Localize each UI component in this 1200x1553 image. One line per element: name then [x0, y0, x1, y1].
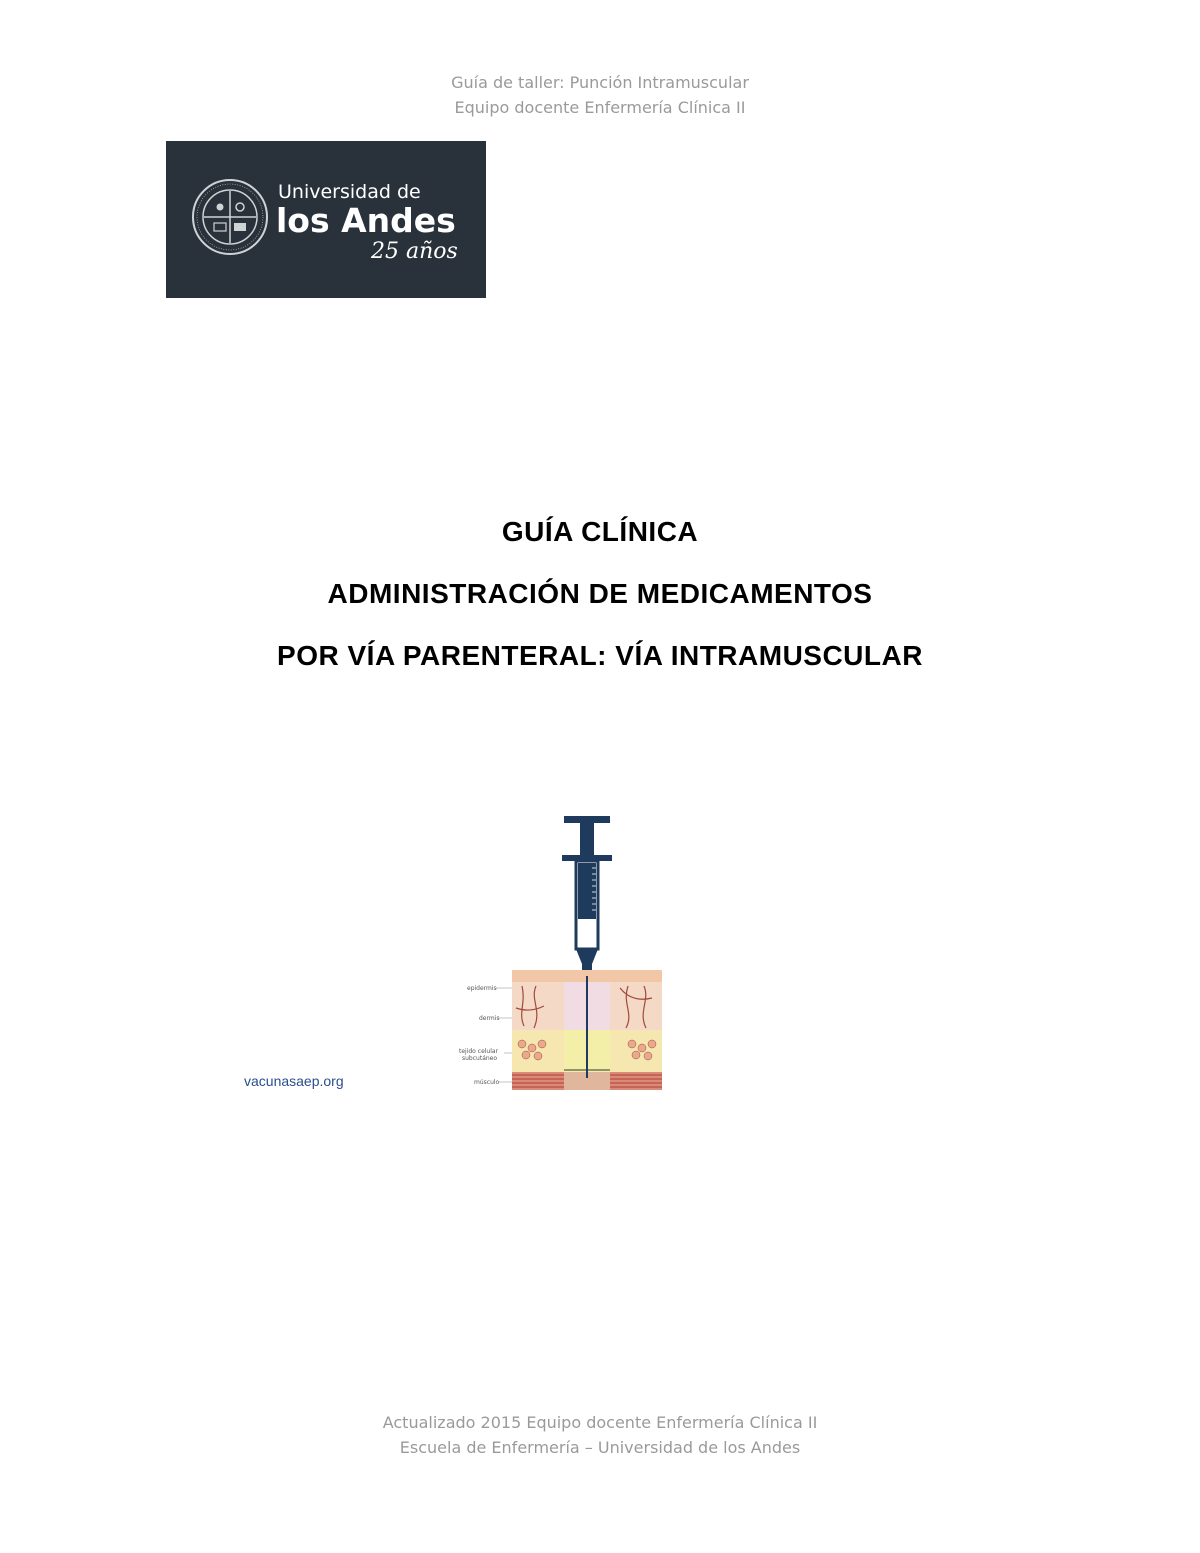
- label-tissue-line-2: subcutáneo: [462, 1055, 498, 1062]
- title-line-3: POR VÍA PARENTERAL: VÍA INTRAMUSCULAR: [277, 640, 923, 671]
- header-line-2: Equipo docente Enfermería Clínica II: [454, 98, 746, 117]
- footer-line-2: Escuela de Enfermería – Universidad de los Andes: [399, 1438, 801, 1457]
- page-header: [0, 70, 1200, 120]
- layer-labels: [459, 985, 512, 1086]
- logo-text-universidad: Universidad de: [278, 181, 421, 203]
- title-line-2: ADMINISTRACIÓN DE MEDICAMENTOS: [327, 578, 873, 609]
- title-line-1: GUÍA CLÍNICA: [501, 516, 699, 547]
- university-logo: [166, 141, 486, 298]
- page-footer: [0, 1410, 1200, 1460]
- label-muscle: músculo: [474, 1079, 500, 1086]
- label-tissue-line-1: tejido celular: [459, 1048, 499, 1055]
- header-line-1: Guía de taller: Punción Intramuscular: [451, 73, 749, 92]
- intramuscular-injection-illustration: [452, 808, 664, 1092]
- logo-text-los-andes: los Andes: [276, 201, 456, 240]
- image-credit: vacunasaep.org: [244, 1073, 344, 1089]
- logo-text-25-anos: 25 años: [371, 239, 458, 264]
- footer-line-1: Actualizado 2015 Equipo docente Enfermería Clínica II: [382, 1413, 818, 1432]
- syringe-icon: [562, 816, 612, 976]
- university-seal-icon: [190, 177, 270, 257]
- label-epidermis: epidermis: [467, 985, 497, 992]
- label-dermis: dermis: [479, 1015, 500, 1022]
